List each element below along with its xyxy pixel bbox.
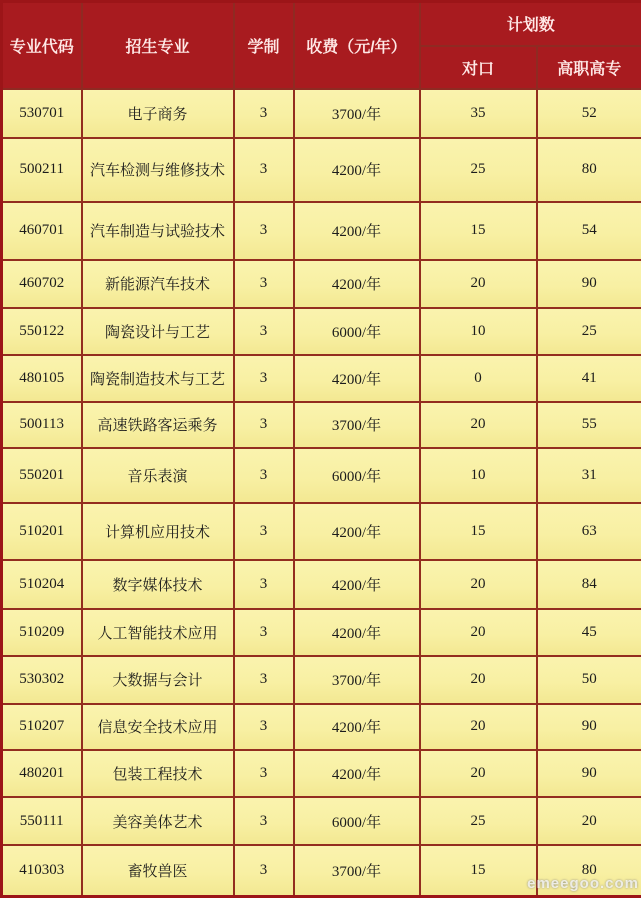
cell-gaozhi-count: 41 [537,355,641,401]
table-row [2,609,641,656]
table-row [2,845,641,897]
cell-major-code: 550111 [2,797,82,844]
cell-gaozhi-count: 54 [537,202,641,261]
table-row [2,308,641,355]
cell-study-years: 3 [234,560,294,608]
cell-major-code: 510207 [2,704,82,750]
cell-study-years: 3 [234,448,294,503]
table-row [2,355,641,401]
cell-major-code: 460702 [2,260,82,307]
cell-major-code: 530302 [2,656,82,703]
cell-duikou-count: 15 [420,503,537,561]
table-row [2,750,641,797]
cell-gaozhi-count: 63 [537,503,641,561]
cell-fee: 4200/年 [294,560,420,608]
cell-duikou-count: 20 [420,704,537,750]
cell-study-years: 3 [234,609,294,656]
table-row [2,402,641,448]
cell-study-years: 3 [234,202,294,261]
header-col-major-code: 专业代码 [2,2,82,89]
cell-gaozhi-count: 90 [537,704,641,750]
cell-fee: 3700/年 [294,845,420,897]
cell-major-code: 410303 [2,845,82,897]
cell-study-years: 3 [234,89,294,138]
cell-gaozhi-count: 84 [537,560,641,608]
cell-major-name: 汽车制造与试验技术 [82,202,234,261]
cell-major-name: 音乐表演 [82,448,234,503]
cell-duikou-count: 20 [420,260,537,307]
cell-fee: 4200/年 [294,260,420,307]
header-col-plan-count: 计划数 [420,2,641,46]
cell-duikou-count: 10 [420,308,537,355]
cell-major-code: 510204 [2,560,82,608]
cell-study-years: 3 [234,308,294,355]
cell-major-code: 480201 [2,750,82,797]
cell-fee: 6000/年 [294,797,420,844]
cell-major-code: 530701 [2,89,82,138]
cell-fee: 3700/年 [294,656,420,703]
cell-major-code: 460701 [2,202,82,261]
cell-major-name: 信息安全技术应用 [82,704,234,750]
cell-duikou-count: 20 [420,750,537,797]
table-row [2,89,641,138]
table-row [2,448,641,503]
cell-duikou-count: 25 [420,138,537,202]
cell-major-name: 汽车检测与维修技术 [82,138,234,202]
table-row [2,797,641,844]
cell-study-years: 3 [234,704,294,750]
cell-fee: 4200/年 [294,704,420,750]
cell-duikou-count: 10 [420,448,537,503]
cell-study-years: 3 [234,656,294,703]
cell-duikou-count: 20 [420,656,537,703]
cell-major-name: 大数据与会计 [82,656,234,703]
cell-study-years: 3 [234,845,294,897]
table-row [2,260,641,307]
header-row-top [2,2,641,46]
cell-fee: 6000/年 [294,448,420,503]
cell-fee: 4200/年 [294,355,420,401]
cell-fee: 4200/年 [294,503,420,561]
cell-major-name: 包装工程技术 [82,750,234,797]
table-row [2,138,641,202]
cell-gaozhi-count: 50 [537,656,641,703]
cell-major-code: 480105 [2,355,82,401]
cell-major-name: 畜牧兽医 [82,845,234,897]
cell-major-code: 550122 [2,308,82,355]
cell-major-name: 陶瓷设计与工艺 [82,308,234,355]
cell-duikou-count: 20 [420,560,537,608]
cell-gaozhi-count: 90 [537,750,641,797]
cell-major-name: 数字媒体技术 [82,560,234,608]
cell-fee: 4200/年 [294,609,420,656]
cell-major-name: 陶瓷制造技术与工艺 [82,355,234,401]
cell-study-years: 3 [234,750,294,797]
cell-duikou-count: 15 [420,845,537,897]
cell-gaozhi-count: 55 [537,402,641,448]
cell-duikou-count: 15 [420,202,537,261]
cell-gaozhi-count: 90 [537,260,641,307]
cell-gaozhi-count: 31 [537,448,641,503]
cell-major-code: 500211 [2,138,82,202]
cell-gaozhi-count: 80 [537,845,641,897]
table-header [2,2,641,89]
table-row [2,503,641,561]
cell-gaozhi-count: 25 [537,308,641,355]
cell-gaozhi-count: 80 [537,138,641,202]
cell-study-years: 3 [234,260,294,307]
cell-gaozhi-count: 52 [537,89,641,138]
table-row [2,656,641,703]
cell-duikou-count: 25 [420,797,537,844]
cell-study-years: 3 [234,503,294,561]
cell-study-years: 3 [234,138,294,202]
cell-fee: 4200/年 [294,138,420,202]
cell-duikou-count: 20 [420,609,537,656]
cell-study-years: 3 [234,355,294,401]
cell-major-name: 高速铁路客运乘务 [82,402,234,448]
cell-gaozhi-count: 45 [537,609,641,656]
header-col-major-name: 招生专业 [82,2,234,89]
watermark: emeegoo.com [527,875,639,892]
cell-duikou-count: 0 [420,355,537,401]
cell-gaozhi-count: 20 [537,797,641,844]
cell-major-code: 510201 [2,503,82,561]
cell-fee: 6000/年 [294,308,420,355]
cell-major-name: 人工智能技术应用 [82,609,234,656]
cell-major-code: 500113 [2,402,82,448]
header-col-study-years: 学制 [234,2,294,89]
cell-major-name: 电子商务 [82,89,234,138]
table-row [2,704,641,750]
cell-fee: 3700/年 [294,402,420,448]
cell-fee: 4200/年 [294,202,420,261]
cell-major-name: 计算机应用技术 [82,503,234,561]
cell-major-name: 新能源汽车技术 [82,260,234,307]
table-row [2,560,641,608]
cell-fee: 4200/年 [294,750,420,797]
header-col-duikou: 对口 [420,46,537,89]
cell-duikou-count: 35 [420,89,537,138]
cell-major-name: 美容美体艺术 [82,797,234,844]
header-col-gaozhi-gaozhuan: 高职高专 [537,46,641,89]
table-body [2,89,641,897]
cell-study-years: 3 [234,797,294,844]
cell-fee: 3700/年 [294,89,420,138]
cell-study-years: 3 [234,402,294,448]
table-row [2,202,641,261]
cell-major-code: 510209 [2,609,82,656]
header-col-fee: 收费（元/年） [294,2,420,89]
cell-duikou-count: 20 [420,402,537,448]
cell-major-code: 550201 [2,448,82,503]
